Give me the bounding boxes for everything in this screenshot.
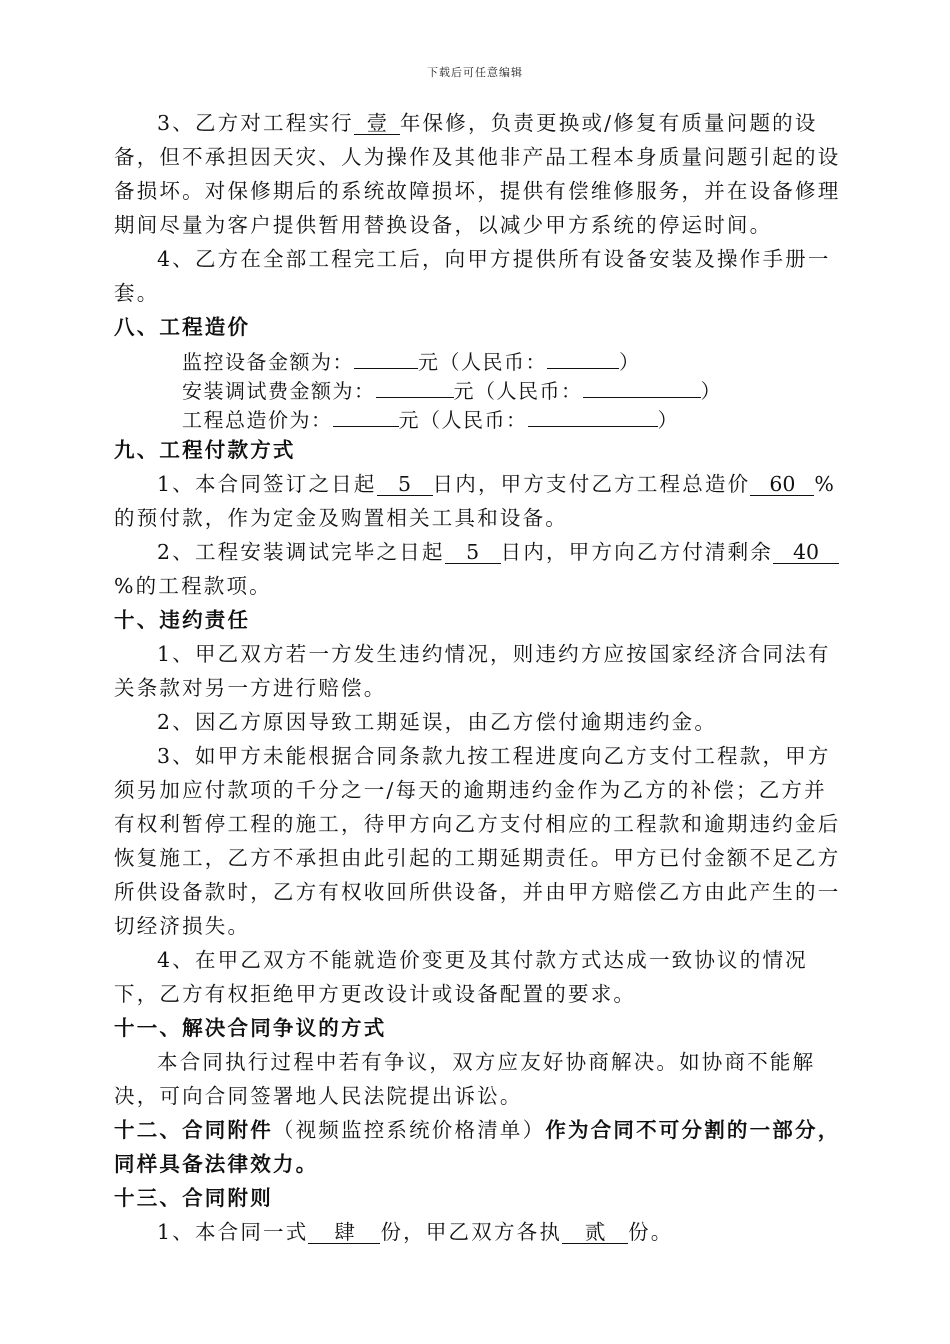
contract-page bbox=[114, 106, 841, 1249]
section-10-title: 十、违约责任 bbox=[114, 608, 251, 632]
liability-clause-3: 3、如甲方未能根据合同条款九按工程进度向乙方支付工程款，甲方 bbox=[157, 744, 831, 768]
page-header-note: 下载后可任意编辑 bbox=[427, 66, 523, 79]
days-blank: 5 bbox=[377, 473, 433, 496]
section-12-title: 十二、合同附件（视频监控系统价格清单）作为合同不可分割的一部分， bbox=[114, 1118, 841, 1142]
text-line: 决，可向合同签署地人民法院提出诉讼。 bbox=[114, 1084, 523, 1108]
text-line: 下，乙方有权拒绝甲方更改设计或设备配置的要求。 bbox=[114, 982, 637, 1006]
amount-blank bbox=[333, 404, 399, 427]
liability-clause-4: 4、在甲乙双方不能就造价变更及其付款方式达成一致协议的情况 bbox=[157, 948, 808, 972]
payment-clause-1: 1、本合同签订之日起 5 日内，甲方支付乙方工程总造价 60 % bbox=[157, 472, 837, 496]
section-9-title: 九、工程付款方式 bbox=[114, 438, 296, 462]
copies-clause: 1、本合同一式 肆 份，甲乙双方各执 贰 份。 bbox=[157, 1220, 674, 1244]
percent-blank: 60 bbox=[750, 473, 814, 496]
days-blank: 5 bbox=[445, 541, 501, 564]
rmb-blank bbox=[583, 375, 701, 398]
dispute-clause: 本合同执行过程中若有争议，双方应友好协商解决。如协商不能解 bbox=[157, 1050, 816, 1074]
text-line: %的工程款项。 bbox=[114, 574, 272, 598]
text-line: 须另加应付款项的千分之一/每天的逾期违约金作为乙方的补偿；乙方并 bbox=[114, 778, 827, 802]
section-11-title: 十一、解决合同争议的方式 bbox=[114, 1016, 387, 1040]
warranty-years-blank: 壹 bbox=[354, 112, 400, 135]
amount-blank bbox=[354, 346, 418, 369]
section-13-title: 十三、合同附则 bbox=[114, 1186, 273, 1210]
text-line: 切经济损失。 bbox=[114, 914, 251, 938]
price-row-installation: 安装调试费金额为： 元（人民币： ） bbox=[114, 375, 834, 404]
copies-blank: 肆 bbox=[308, 1221, 380, 1244]
text-line: 有权利暂停工程的施工，待甲方向乙方支付相应的工程款和逾期违约金后 bbox=[114, 812, 841, 836]
section-8-title: 八、工程造价 bbox=[114, 315, 251, 339]
text-line: 备损坏。对保修期后的系统故障损坏，提供有偿维修服务，并在设备修理 bbox=[114, 179, 841, 203]
text-line: 的预付款，作为定金及购置相关工具和设备。 bbox=[114, 506, 568, 530]
text-line: 期间尽量为客户提供暂用替换设备，以减少甲方系统的停运时间。 bbox=[114, 213, 773, 237]
percent-blank: 40 bbox=[773, 541, 839, 564]
amount-blank bbox=[376, 375, 454, 398]
rmb-blank bbox=[547, 346, 619, 369]
price-row-total: 工程总造价为： 元（人民币： ） bbox=[114, 404, 834, 433]
copies-each-blank: 贰 bbox=[562, 1221, 628, 1244]
text-line: 恢复施工，乙方不承担由此引起的工期延期责任。甲方已付金额不足乙方 bbox=[114, 846, 841, 870]
liability-clause-1: 1、甲乙双方若一方发生违约情况，则违约方应按国家经济合同法有 bbox=[157, 642, 831, 666]
section-12-title-cont: 同样具备法律效力。 bbox=[114, 1152, 319, 1176]
rmb-blank bbox=[528, 404, 658, 427]
text-line: 所供设备款时，乙方有权收回所供设备，并由甲方赔偿乙方由此产生的一 bbox=[114, 880, 841, 904]
price-row-equipment: 监控设备金额为： 元（人民币： ） bbox=[114, 346, 834, 375]
warranty-clause-3: 3、乙方对工程实行 壹 年保修，负责更换或/修复有质量问题的设 bbox=[157, 111, 818, 135]
text-line: 关条款对另一方进行赔偿。 bbox=[114, 676, 387, 700]
text-line: 备，但不承担因天灾、人为操作及其他非产品工程本身质量问题引起的设 bbox=[114, 145, 841, 169]
payment-clause-2: 2、工程安装调试完毕之日起 5 日内，甲方向乙方付清剩余 40 bbox=[114, 535, 834, 569]
warranty-clause-4: 4、乙方在全部工程完工后，向甲方提供所有设备安装及操作手册一 bbox=[157, 247, 831, 271]
liability-clause-2: 2、因乙方原因导致工期延误，由乙方偿付逾期违约金。 bbox=[157, 710, 718, 734]
text-line: 套。 bbox=[114, 281, 160, 305]
